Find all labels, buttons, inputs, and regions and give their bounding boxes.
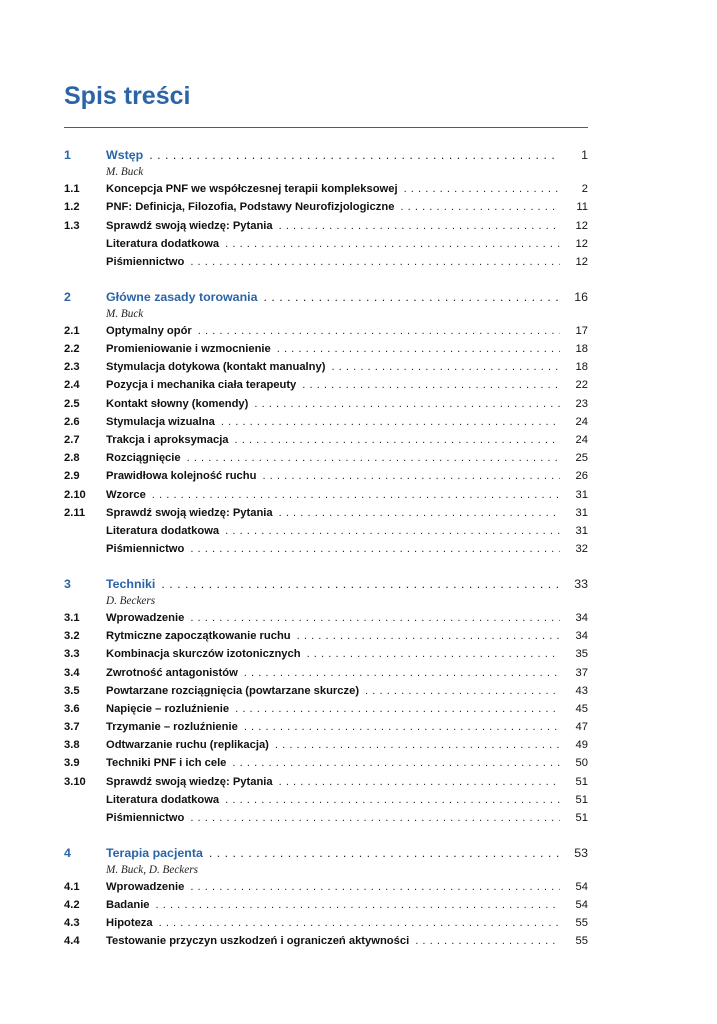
page-title: Spis treści xyxy=(64,82,191,110)
toc-entry-number: 2.7 xyxy=(64,433,80,446)
toc-entry-page: 54 xyxy=(575,899,588,912)
toc-entry-page: 25 xyxy=(575,452,588,465)
toc-entry-title-leader xyxy=(106,395,560,413)
toc-entry-title: Napięcie – rozluźnienie xyxy=(106,703,235,715)
toc-entry-title: Odtwarzanie ruchu (replikacja) xyxy=(106,739,275,751)
toc-entry-number: 2.9 xyxy=(64,470,80,483)
toc-entry-title: Kontakt słowny (komendy) xyxy=(106,398,254,410)
toc-entry-page: 54 xyxy=(575,880,588,893)
toc-entry-title-leader xyxy=(106,932,560,950)
toc-entry-title: Literatura dodatkowa xyxy=(106,238,225,250)
table-of-contents xyxy=(64,146,588,967)
toc-entry-number: 2.5 xyxy=(64,397,80,410)
toc-entry-number: 4.3 xyxy=(64,917,80,930)
toc-entry-title-leader xyxy=(106,467,560,485)
toc-entry[interactable] xyxy=(64,449,588,467)
toc-entry-number: 3.2 xyxy=(64,630,80,643)
toc-entry-number: 3 xyxy=(64,576,71,591)
toc-entry-title: Literatura dodatkowa xyxy=(106,525,225,537)
toc-entry-title: Literatura dodatkowa xyxy=(106,794,225,806)
toc-entry-page: 50 xyxy=(575,757,588,770)
toc-entry[interactable] xyxy=(64,682,588,700)
toc-entry[interactable] xyxy=(64,718,588,736)
toc-entry-title-leader xyxy=(106,540,560,558)
toc-entry-number: 1.3 xyxy=(64,219,80,232)
toc-entry-page: 1 xyxy=(581,148,588,162)
toc-entry-title: Hipoteza xyxy=(106,917,159,929)
toc-entry-page: 37 xyxy=(575,666,588,679)
toc-entry[interactable] xyxy=(64,773,588,791)
toc-entry-number: 2.11 xyxy=(64,506,86,519)
toc-entry-title: Testowanie przyczyn uszkodzeń i ograniczeń aktywności xyxy=(106,935,415,947)
toc-entry-number: 3.9 xyxy=(64,757,80,770)
toc-entry-title: Sprawdź swoją wiedzę: Pytania xyxy=(106,507,279,519)
toc-entry[interactable] xyxy=(64,754,588,772)
toc-entry-title: Główne zasady torowania xyxy=(106,290,263,304)
toc-entry-number: 1.1 xyxy=(64,183,80,196)
toc-entry[interactable] xyxy=(64,180,588,198)
toc-entry-title-leader xyxy=(106,486,560,504)
toc-entry-number: 1 xyxy=(64,148,71,162)
toc-entry-page: 16 xyxy=(574,289,588,304)
chapter-author: D. Beckers xyxy=(106,594,156,607)
toc-entry-title: Rytmiczne zapoczątkowanie ruchu xyxy=(106,630,297,642)
toc-entry-title-leader xyxy=(106,504,560,522)
toc-entry-title-leader xyxy=(106,914,560,932)
toc-entry[interactable] xyxy=(64,235,588,253)
toc-chapter-heading[interactable] xyxy=(64,844,588,862)
chapter-author: M. Buck xyxy=(106,166,144,179)
toc-entry-title: Techniki xyxy=(106,577,161,591)
toc-entry-page: 22 xyxy=(575,379,588,392)
toc-entry-title-leader xyxy=(106,736,560,754)
toc-entry-title-leader xyxy=(106,235,560,253)
toc-entry-title: Badanie xyxy=(106,899,156,911)
toc-entry-title: Stymulacja wizualna xyxy=(106,416,221,428)
toc-entry-title-leader xyxy=(106,198,560,216)
toc-entry-title-leader xyxy=(106,718,560,736)
toc-entry-page: 17 xyxy=(575,324,588,337)
toc-chapter-heading[interactable] xyxy=(64,575,588,593)
toc-entry-title: Piśmiennictwo xyxy=(106,256,190,268)
toc-entry[interactable] xyxy=(64,522,588,540)
toc-entry-title: Sprawdź swoją wiedzę: Pytania xyxy=(106,220,279,232)
toc-entry-title-leader xyxy=(106,431,560,449)
toc-entry-number: 2.3 xyxy=(64,361,80,374)
toc-chapter xyxy=(64,575,588,827)
toc-entry[interactable] xyxy=(64,395,588,413)
toc-entry-title-leader xyxy=(106,754,560,772)
toc-entry[interactable] xyxy=(64,540,588,558)
toc-entry-number: 3.3 xyxy=(64,648,80,661)
toc-entry-title: Koncepcja PNF we współczesnej terapii kompleksowej xyxy=(106,183,404,195)
toc-entry-number: 3.5 xyxy=(64,684,80,697)
toc-entry-title-leader xyxy=(106,609,560,627)
toc-entry-number: 2.6 xyxy=(64,415,80,428)
toc-entry-title-leader xyxy=(106,322,560,340)
toc-entry-page: 43 xyxy=(575,684,588,697)
toc-entry-page: 12 xyxy=(575,255,588,268)
toc-entry-title: Prawidłowa kolejność ruchu xyxy=(106,470,262,482)
toc-entry-page: 49 xyxy=(575,739,588,752)
toc-entry-page: 55 xyxy=(575,935,588,948)
toc-entry-number: 3.4 xyxy=(64,666,80,679)
toc-entry[interactable] xyxy=(64,217,588,235)
toc-entry-title-leader xyxy=(106,146,560,164)
toc-entry-title-leader xyxy=(106,575,560,593)
toc-entry-page: 23 xyxy=(575,397,588,410)
toc-entry-number: 2 xyxy=(64,289,71,304)
toc-entry-page: 31 xyxy=(575,506,588,519)
toc-entry-number: 2.1 xyxy=(64,324,80,337)
toc-entry-number: 2.8 xyxy=(64,452,80,465)
toc-entry-title-leader xyxy=(106,791,560,809)
toc-entry-page: 2 xyxy=(581,183,588,196)
toc-entry[interactable] xyxy=(64,878,588,896)
toc-entry[interactable] xyxy=(64,609,588,627)
toc-entry-title-leader xyxy=(106,358,560,376)
toc-entry-title: Kombinacja skurczów izotonicznych xyxy=(106,648,307,660)
toc-entry-page: 31 xyxy=(575,488,588,501)
toc-entry-title: Techniki PNF i ich cele xyxy=(106,757,232,769)
toc-chapter-heading[interactable] xyxy=(64,288,588,306)
toc-entry-title: Wprowadzenie xyxy=(106,612,190,624)
toc-entry-number: 3.6 xyxy=(64,702,80,715)
toc-entry-number: 2.2 xyxy=(64,343,80,355)
toc-entry-title: Optymalny opór xyxy=(106,325,198,337)
toc-entry-title: Wstęp xyxy=(106,148,149,162)
toc-entry-number: 4.1 xyxy=(64,880,80,893)
toc-entry-page: 12 xyxy=(575,219,588,232)
toc-entry[interactable] xyxy=(64,431,588,449)
toc-entry[interactable] xyxy=(64,504,588,522)
toc-entry-page: 12 xyxy=(575,237,588,250)
toc-entry-title-leader xyxy=(106,682,560,700)
toc-entry-title: PNF: Definicja, Filozofia, Podstawy Neurofizjologiczne xyxy=(106,201,400,213)
toc-entry[interactable] xyxy=(64,932,588,950)
toc-entry-title-leader xyxy=(106,217,560,235)
toc-entry[interactable] xyxy=(64,467,588,485)
toc-entry-title: Trakcja i aproksymacja xyxy=(106,434,235,446)
toc-entry[interactable] xyxy=(64,253,588,271)
toc-entry-title-leader xyxy=(106,844,560,862)
toc-entry-page: 32 xyxy=(575,543,588,556)
toc-entry-page: 18 xyxy=(575,361,588,374)
toc-entry-page: 24 xyxy=(575,433,588,446)
title-divider xyxy=(64,127,588,128)
toc-entry[interactable] xyxy=(64,322,588,340)
toc-entry-page: 24 xyxy=(575,415,588,428)
toc-entry[interactable] xyxy=(64,413,588,431)
toc-entry-page: 53 xyxy=(574,845,588,860)
toc-entry-number: 2.4 xyxy=(64,379,80,392)
toc-entry[interactable] xyxy=(64,896,588,914)
toc-entry-page: 51 xyxy=(575,812,588,824)
toc-entry-title-leader xyxy=(106,627,560,645)
toc-entry-title: Wzorce xyxy=(106,489,152,501)
toc-entry-title-leader xyxy=(106,376,560,394)
toc-entry[interactable] xyxy=(64,198,588,216)
toc-entry-number: 4.4 xyxy=(64,935,80,948)
toc-entry-page: 47 xyxy=(575,721,588,734)
toc-chapter xyxy=(64,844,588,951)
toc-entry-title-leader xyxy=(106,413,560,431)
toc-entry-number: 3.8 xyxy=(64,739,80,752)
toc-entry-title: Wprowadzenie xyxy=(106,881,190,893)
toc-entry[interactable] xyxy=(64,791,588,809)
toc-entry-title: Stymulacja dotykowa (kontakt manualny) xyxy=(106,361,331,373)
toc-entry-title-leader xyxy=(106,288,560,306)
toc-entry-title: Trzymanie – rozluźnienie xyxy=(106,721,244,733)
toc-chapter xyxy=(64,288,588,559)
toc-entry-title: Piśmiennictwo xyxy=(106,543,190,555)
toc-entry-title: Pozycja i mechanika ciała terapeuty xyxy=(106,379,302,391)
toc-entry-title: Powtarzane rozciągnięcia (powtarzane skurcze) xyxy=(106,685,365,697)
toc-entry[interactable] xyxy=(64,700,588,718)
toc-entry-title-leader xyxy=(106,253,560,271)
toc-entry[interactable] xyxy=(64,486,588,504)
toc-entry-page: 35 xyxy=(575,648,588,661)
toc-entry-title: Sprawdź swoją wiedzę: Pytania xyxy=(106,776,279,788)
toc-entry-page: 55 xyxy=(575,917,588,930)
toc-entry-title-leader xyxy=(106,878,560,896)
toc-entry-number: 1.2 xyxy=(64,201,80,214)
toc-entry-number: 2.10 xyxy=(64,488,86,501)
toc-entry-page: 18 xyxy=(575,343,588,355)
toc-entry-number: 3.7 xyxy=(64,721,80,734)
toc-entry-title-leader xyxy=(106,522,560,540)
toc-entry[interactable] xyxy=(64,809,588,827)
toc-entry-page: 51 xyxy=(575,793,588,806)
chapter-author: M. Buck, D. Beckers xyxy=(106,863,198,876)
toc-entry-title-leader xyxy=(106,645,560,663)
toc-entry-number: 4.2 xyxy=(64,899,80,912)
toc-entry-title: Zwrotność antagonistów xyxy=(106,667,244,679)
toc-entry-page: 45 xyxy=(575,702,588,715)
toc-entry-title-leader xyxy=(106,180,560,198)
toc-chapter-heading[interactable] xyxy=(64,146,588,164)
toc-chapter xyxy=(64,146,588,271)
toc-entry-title: Piśmiennictwo xyxy=(106,812,190,824)
toc-entry[interactable] xyxy=(64,340,588,358)
toc-entry-page: 34 xyxy=(575,611,588,624)
chapter-author: M. Buck xyxy=(106,307,144,320)
toc-entry-page: 34 xyxy=(575,630,588,643)
toc-entry-title-leader xyxy=(106,809,560,827)
toc-entry-title: Rozciągnięcie xyxy=(106,452,187,464)
toc-entry-title: Terapia pacjenta xyxy=(106,846,209,860)
toc-entry[interactable] xyxy=(64,914,588,932)
toc-entry-number: 4 xyxy=(64,845,71,860)
toc-entry-title-leader xyxy=(106,449,560,467)
toc-entry[interactable] xyxy=(64,645,588,663)
toc-entry-title-leader xyxy=(106,340,560,358)
toc-entry-page: 26 xyxy=(575,470,588,483)
toc-entry[interactable] xyxy=(64,358,588,376)
toc-entry-title-leader xyxy=(106,896,560,914)
toc-entry-page: 33 xyxy=(574,576,588,591)
toc-entry[interactable] xyxy=(64,376,588,394)
toc-entry[interactable] xyxy=(64,736,588,754)
toc-entry-number: 3.1 xyxy=(64,611,80,624)
toc-entry-title-leader xyxy=(106,664,560,682)
toc-entry-page: 51 xyxy=(575,775,588,788)
toc-entry-title-leader xyxy=(106,773,560,791)
toc-entry-page: 11 xyxy=(576,201,588,214)
toc-entry-title: Promieniowanie i wzmocnienie xyxy=(106,343,277,355)
toc-entry-page: 31 xyxy=(575,524,588,537)
toc-entry[interactable] xyxy=(64,627,588,645)
toc-entry[interactable] xyxy=(64,664,588,682)
toc-entry-title-leader xyxy=(106,700,560,718)
toc-entry-number: 3.10 xyxy=(64,775,86,788)
